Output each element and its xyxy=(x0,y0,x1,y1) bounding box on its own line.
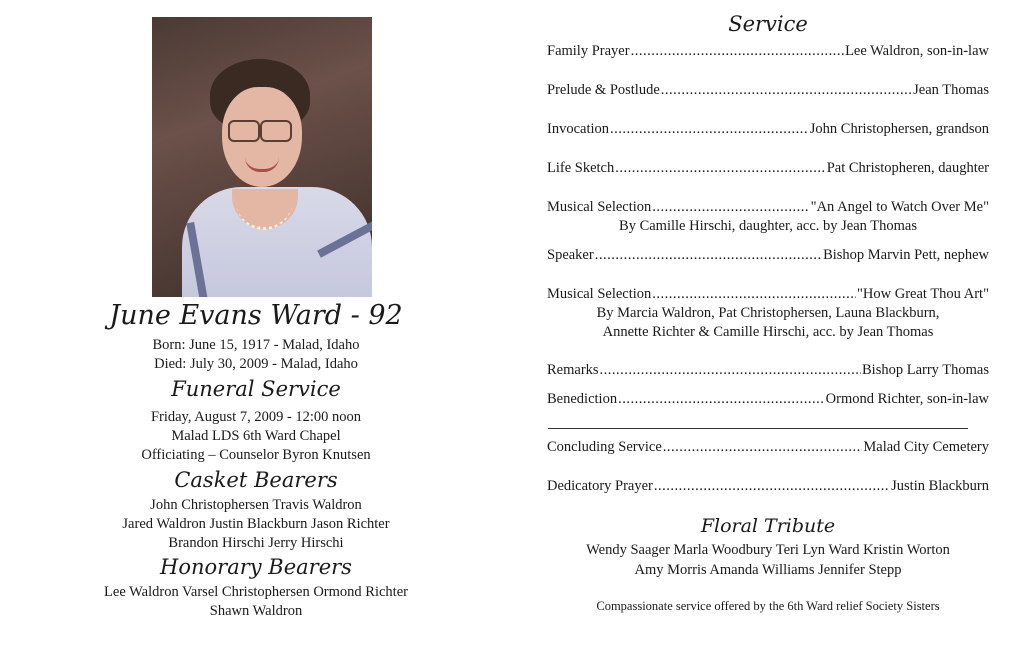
honorary-heading: Honorary Bearers xyxy=(160,555,352,579)
program-row xyxy=(547,391,989,408)
program-row xyxy=(547,247,989,264)
program-value: Pat Christopheren, daughter xyxy=(826,160,989,176)
program-value: Malad City Cemetery xyxy=(863,439,989,455)
service-heading: Service xyxy=(728,12,808,36)
program-row xyxy=(547,478,989,495)
musical-performers: Annette Richter & Camille Hirschi, acc. by Jean Thomas xyxy=(602,324,934,340)
died-line: Died: July 30, 2009 - Malad, Idaho xyxy=(154,356,358,372)
program-label: Musical Selection xyxy=(547,199,652,215)
program-value: "An Angel to Watch Over Me" xyxy=(810,199,989,215)
divider xyxy=(548,428,968,429)
program-label: Life Sketch xyxy=(547,160,615,176)
casket-line: Brandon Hirschi Jerry Hirschi xyxy=(168,535,344,551)
program-label: Musical Selection xyxy=(547,286,652,302)
funeral-place: Malad LDS 6th Ward Chapel xyxy=(171,428,341,444)
casket-line: John Christophersen Travis Waldron xyxy=(150,497,362,513)
officiating-line: Officiating – Counselor Byron Knutsen xyxy=(141,447,371,463)
program-label: Invocation xyxy=(547,121,610,137)
program-label: Remarks xyxy=(547,362,599,378)
program-row xyxy=(547,199,989,216)
program-value: Bishop Larry Thomas xyxy=(862,362,989,378)
program-label: Concluding Service xyxy=(547,439,662,455)
program-value: John Christophersen, grandson xyxy=(809,121,989,137)
program-row xyxy=(547,286,989,303)
program-label: Prelude & Postlude xyxy=(547,82,660,98)
program-row xyxy=(547,160,989,177)
right-page xyxy=(512,0,1024,665)
deceased-name: June Evans Ward - 92 xyxy=(109,300,403,331)
program-row xyxy=(547,439,989,456)
honorary-line: Lee Waldron Varsel Christophersen Ormond Richter xyxy=(104,584,408,600)
program-label: Family Prayer xyxy=(547,43,630,59)
program-value: Jean Thomas xyxy=(913,82,989,98)
funeral-date: Friday, August 7, 2009 - 12:00 noon xyxy=(150,409,362,425)
honorary-line: Shawn Waldron xyxy=(209,603,303,619)
musical-performers: By Marcia Waldron, Pat Christophersen, Launa Blackburn, xyxy=(596,305,940,321)
program-row xyxy=(547,43,989,60)
program-label: Dedicatory Prayer xyxy=(547,478,653,494)
floral-line: Amy Morris Amanda Williams Jennifer Stepp xyxy=(634,562,902,578)
program-value: "How Great Thou Art" xyxy=(857,286,989,302)
program-value: Justin Blackburn xyxy=(891,478,989,494)
footer-note: Compassionate service offered by the 6th Ward relief Society Sisters xyxy=(596,599,940,613)
program-label: Benediction xyxy=(547,391,618,407)
casket-line: Jared Waldron Justin Blackburn Jason Richter xyxy=(122,516,390,532)
program-row xyxy=(547,362,989,379)
program-row xyxy=(547,121,989,138)
program-value: Ormond Richter, son-in-law xyxy=(825,391,989,407)
program-label: Speaker xyxy=(547,247,594,263)
funeral-heading: Funeral Service xyxy=(171,377,341,401)
program-row xyxy=(547,82,989,99)
portrait-photo xyxy=(152,17,372,297)
musical-performers: By Camille Hirschi, daughter, acc. by Jean Thomas xyxy=(619,218,917,234)
program-value: Bishop Marvin Pett, nephew xyxy=(823,247,989,263)
casket-heading: Casket Bearers xyxy=(174,468,338,492)
program-value: Lee Waldron, son-in-law xyxy=(845,43,989,59)
floral-heading: Floral Tribute xyxy=(700,515,836,537)
born-line: Born: June 15, 1917 - Malad, Idaho xyxy=(152,337,360,353)
floral-line: Wendy Saager Marla Woodbury Teri Lyn Ward Kristin Worton xyxy=(586,542,950,558)
